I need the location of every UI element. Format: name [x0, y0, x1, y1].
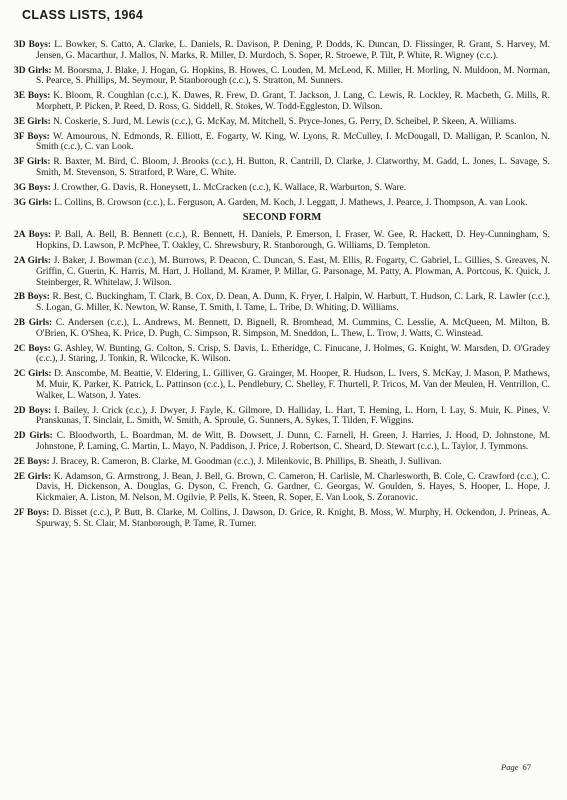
class-names: N. Coskerie, S. Jurd, M. Lewis (c.c.), G. McKay, M. Mitchell, S. Pryce-Jones, G. Perry, D. Scheibel, P. Skeen, A. Williams.: [53, 116, 517, 127]
class-entry: [14, 40, 550, 62]
class-names: I. Bailey, J. Crick (c.c.), J. Dwyer, J. Fayle, K. Gilmore, D. Halliday, L. Hart, T. Heming, L. Horn, I. Lay, S. Muir, K. Pines, V. Pranskunas, T. Sinclair, L. Smith, W. Smith, A. Sproule, G. Sunners, A. Sykes, T. Tilden, F. Wiggins.: [36, 405, 551, 427]
class-names: K. Bloom, R. Coughlan (c.c.), K. Dawes, R. Frew, D. Grant, T. Jackson, J. Lang, C. Lewis, R. Lockley, R. Macbeth, G. Mills, R. Morphett, P. Picken, P. Reed, D. Ross, G. Siddell, R. Stokes, W. Todd-Eggleston, D. Wilson.: [36, 91, 551, 112]
page-footer: [501, 762, 531, 772]
page-number: 67: [522, 762, 531, 772]
class-names: J. Baker, J. Bowman (c.c.), M. Burrows, P. Deacon, C. Duncan, S. East, M. Ellis, R. Fogarty, C. Gabriel, L. Gillies, S. Greaves, N. Griffin, C. Guerin, K. Harris, M. Hart, J. Holland, M. Kramer, P. Millar, G. Parsonage, M. Patty, A. Plowman, A. Portcous, K. Quick, J. Steinberger, R. Whitelaw, J. Wilson.: [36, 255, 551, 288]
class-names: J. Bracey, R. Cameron, B. Clarke, M. Goodman (c.c.), J. Milenkovic, B. Phillips, B. Sheath, J. Sullivan.: [52, 456, 442, 467]
class-names: G. Ashley, W. Bunting, G. Colton, S. Crisp, S. Davis, L. Etheridge, C. Finucane, J. Holmes, G. Knight, W. Marsden, D. O'Gradey (c.c.), J. Staring, J. Tonkin, R. Wilcocke, K. Wilson.: [36, 343, 551, 365]
second-form-heading: SECOND FORM: [242, 212, 322, 224]
class-label: 2B Boys:: [14, 292, 50, 303]
class-label: 3D Boys:: [14, 40, 52, 50]
class-label: 2B Girls:: [14, 317, 53, 328]
class-label: 3G Girls:: [14, 197, 52, 208]
class-lists: [14, 40, 550, 533]
class-names: C. Andersen (c.c.), L. Andrews, M. Bennett, D. Bignell, R. Bromhead, M. Cummins, C. Lesslie, A. McQueen, M. Milton, B. O'Brien, K. O'Shea, K. Price, D. Pugh, C. Simpson, R. Simpson, M. Sneddon, L. Thew, L. Trow, J. Watts, C. Winstead.: [36, 317, 550, 339]
class-label: 2E Boys:: [14, 456, 50, 467]
class-names: W. Amourous, N. Edmonds, R. Elliott, E. Fogarty, W. King, W. Lyons, R. McCulley, I. McDougall, D. Malligan, P. Scanlon, N. Smith (c.c.), C. van Look.: [36, 131, 550, 153]
class-entry: [14, 91, 550, 113]
class-names: P. Ball, A. Bell, B. Bennett (c.c.), R. Bennett, H. Daniels, P. Emerson, I. Fraser, W. Gee, R. Hackett, D. Hey-Cunningham, S. Hopkins, D. Lawson, P. McPhee, T. Oakley, C. Shrewsbury, R. Stanborough, G. Williams, D. Templeton.: [36, 230, 550, 252]
class-label: 2E Girls:: [14, 471, 52, 482]
class-names: D. Anscombe, M. Beattie, V. Eldering, L. Gilliver, G. Grainger, M. Hooper, R. Hudson, L. Ivers, S. McKay, J. Mason, P. Mathews, M. Muir, K. Parker, K. Patrick, L. Pattinson (c.c.), L. Pendlebury, C. Shelley, F. Thurtell, P. Tricos, M. Van der Meulen, H. Ventrillon, C. Walker, L. Watson, J. Yates.: [36, 369, 550, 401]
class-label: 2A Boys:: [14, 230, 52, 241]
second-form-lists: [14, 230, 550, 529]
class-entry: [14, 318, 550, 340]
class-entry: [14, 132, 550, 154]
class-entry: [14, 256, 550, 288]
class-entry: [14, 431, 550, 453]
class-names: L. Collins, B. Crowson (c.c.), L. Ferguson, A. Garden, M. Koch, J. Leggatt, J. Mathews, J. Pearce, J. Thompson, A. van Look.: [54, 197, 528, 208]
class-label: 3F Boys:: [14, 131, 50, 142]
class-names: J. Crowther, G. Davis, R. Honeysett, L. McCracken (c.c.), K. Wallace, R. Warburton, S. Ware.: [53, 182, 407, 193]
class-names: K. Adamson, G. Armstrong, J. Bean, J. Bell, G. Brown, C. Cameron, H. Carlisle, M. Charlesworth, B. Cole, C. Crawford (c.c.), C. Davis, H. Dickenson, A. Douglas, G. Dyson, C. French, G. Gardner, C. Georgas, W. Goulden, S. Hayes, S. Hooper, L. Hope, J. Kickmaier, A. Liston, M. Nelson, M. Ogilvie, P. Pells, K. Steen, R. Soper, E. Van Look, S. Zoranovic.: [36, 471, 551, 504]
class-names: L. Bowker, S. Catto, A. Clarke, L. Daniels, R. Davison, P. Dening, P. Dodds, K. Duncan, D. Flissinger, R. Grant, S. Harvey, M. Jensen, G. Macarthur, J. Mallos, N. Marks, R. Miller, D. Murdoch, S. Soper, R. Stroewe, P. Tilt, P. White, R. Wigney (c.c.).: [36, 40, 551, 61]
class-entry: [14, 508, 550, 530]
page-label: Page: [501, 762, 519, 772]
class-names: D. Bisset (c.c.), P. Butt, B. Clarke, M. Collins, J. Dawson, D. Grice, R. Knight, B. Moss, W. Murphy, H. Ockendon, J. Prineas, A. Spurway, S. St. Clair, M. Stanborough, P. Tame, R. Turner.: [36, 507, 550, 529]
class-label: 2C Girls:: [14, 369, 52, 380]
class-entry: [14, 292, 550, 314]
class-entry: [14, 230, 550, 252]
class-names: C. Bloodworth, L. Boardman, M. de Witt, B. Dowsett, J. Dunn, C. Farnell, H. Green, J. Harries, J. Hood, D. Johnstone, M. Johnstone, P. Laming, C. Martin, L. Mayo, N. Paddison, J. Price, J. Robertson, C. Sheard, D. Stewart (c.c.), L. Taylor, J. Tymmons.: [36, 431, 550, 452]
class-entry: [14, 369, 550, 401]
class-names: R. Baxter, M. Bird, C. Bloom, J. Brooks (c.c.), H. Button, R. Cantrill, D. Clarke, J. Clatworthy, M. Gadd, L. Jones, L. Savage, S. Smith, M. Stevenson, S. Stratford, P. Ware, C. White.: [36, 157, 551, 178]
class-entry: [14, 457, 550, 468]
class-entry: [14, 117, 550, 128]
class-label: 2A Girls:: [14, 255, 52, 266]
class-label: 3D Girls:: [14, 65, 52, 76]
class-names: R. Best, C. Buckingham, T. Clark, B. Cox, D. Dean, A. Dunn, K. Fryer, I. Halpin, W. Harbutt, T. Hudson, C. Lark, R. Lawler (c.c.), S. Logan, G. Miller, K. Newton, W. Ranse, T. Smith, I. Tame, L. Tribe, D. Whiting, D. Williams.: [36, 292, 550, 314]
class-label: 2F Boys:: [14, 507, 50, 518]
class-label: 2D Boys:: [14, 405, 52, 416]
class-label: 2C Boys:: [14, 343, 51, 354]
class-entry: [14, 406, 550, 428]
class-entry: [14, 198, 550, 209]
page-title: CLASS LISTS, 1964: [22, 8, 144, 22]
class-label: 3E Girls:: [14, 116, 51, 127]
class-names: M. Boorsma, J. Blake, J. Hogan, G. Hopkins, B. Howes, C. Louden, M. McLeod, K. Miller, H. Morling, N. Muldoon, M. Norman, S. Pearce, S. Phillips, M. Seymour, P. Stanborough (c.c.), S. Stratton, M. Sunners.: [36, 65, 550, 87]
class-entry: [14, 472, 550, 504]
class-entry: [14, 183, 550, 194]
class-label: 2D Girls:: [14, 431, 53, 442]
class-entry: [14, 344, 550, 366]
class-label: 3E Boys:: [14, 91, 51, 102]
third-form-lists: [14, 40, 550, 208]
class-entry: [14, 66, 550, 88]
class-entry: [14, 157, 550, 179]
class-label: 3G Boys:: [14, 182, 51, 193]
class-label: 3F Girls:: [14, 157, 51, 168]
